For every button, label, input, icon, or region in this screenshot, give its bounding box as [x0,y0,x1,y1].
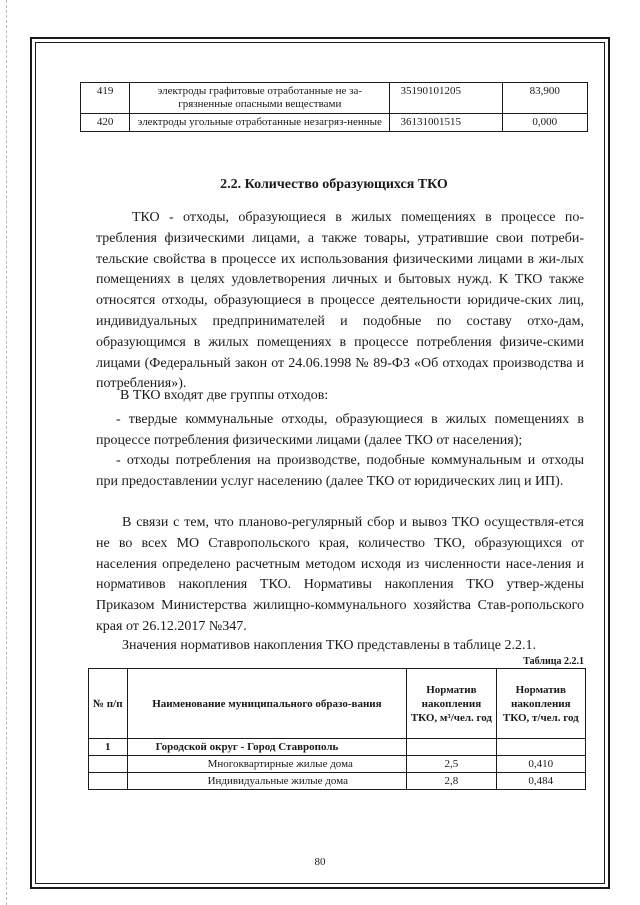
table-caption: Таблица 2.2.1 [523,656,584,667]
row-t [496,739,585,756]
table-row [81,114,588,132]
waste-code: 36131001515 [390,114,502,132]
page-number: 80 [314,856,326,868]
row-num [89,773,128,790]
row-name: Индивидуальные жилые дома [127,773,407,790]
table-row [89,739,586,756]
waste-table [80,82,588,132]
table-row [89,773,586,790]
section-heading: 2.2. Количество образующихся ТКО [220,177,448,192]
scan-edge-line [6,0,8,905]
waste-value: 0,000 [502,114,587,132]
table-row [81,83,588,114]
paragraph-group-population: - твердые коммунальные отходы, образующиеся в жилых помещениях в процессе потребления физическими лицами (далее ТКО от населения); [96,412,584,448]
waste-name: электроды угольные отработанные незагряз-ненные [130,114,390,132]
waste-code: 35190101205 [390,83,502,114]
header-num: № п/п [89,669,128,739]
paragraph-tko-definition: ТКО - отходы, образующиеся в жилых помещениях в процессе по-требления физическими лицами, а также товары, утратившие свои потреби-тельские свойства в процессе их использования физическими лицами в жи-лых помещениях в целях удовлетворения личных и бытовых нужд. К ТКО также относятся отходы, образующиеся в процессе деятельности юридиче-ских лиц, индивидуальных предпринимателей и подобные по составу отхо-дам, образующимся в жилых помещениях в процессе потребления физиче-скими лицами (Федеральный закон от 24.06.1998 № 89-ФЗ «Об отходах производства и потребления»). [96,210,584,392]
table-header-row [89,669,586,739]
row-num: 1 [89,739,128,756]
norms-table [88,668,586,790]
row-m3: 2,5 [407,756,496,773]
row-t: 0,410 [496,756,585,773]
row-t: 0,484 [496,773,585,790]
waste-name: электроды графитовые отработанные не за-грязненные опасными веществами [130,83,390,114]
row-name: Городской округ - Город Ставрополь [127,739,407,756]
waste-value: 83,900 [502,83,587,114]
paragraph-group-business: - отходы потребления на производстве, подобные коммунальным и отходы при предоставлении услуг населению (далее ТКО от юридических лиц и ИП). [96,453,584,489]
header-name: Наименование муниципального образо-вания [127,669,407,739]
waste-num: 420 [81,114,130,132]
waste-num: 419 [81,83,130,114]
row-num [89,756,128,773]
paragraph-calculation-method: В связи с тем, что планово-регулярный сбор и вывоз ТКО осуществля-ется не во всех МО Ставропольского края, количество ТКО, образующихся от населения определено расчетным методом исходя из численности насе-ления и нормативов накопления ТКО. Нормативы накопления ТКО утвер-ждены Приказом Министерства жилищно-коммунального хозяйства Став-ропольского края от 26.12.2017 №347. [96,515,584,634]
row-m3: 2,8 [407,773,496,790]
header-norm-t: Норматив накопления ТКО, т/чел. год [496,669,585,739]
header-norm-m3: Норматив накопления ТКО, м³/чел. год [407,669,496,739]
table-row [89,756,586,773]
paragraph-table-reference: Значения нормативов накопления ТКО представлены в таблице 2.2.1. [122,638,536,653]
row-m3 [407,739,496,756]
row-name: Многоквартирные жилые дома [127,756,407,773]
paragraph-groups-intro: В ТКО входят две группы отходов: [120,388,329,403]
